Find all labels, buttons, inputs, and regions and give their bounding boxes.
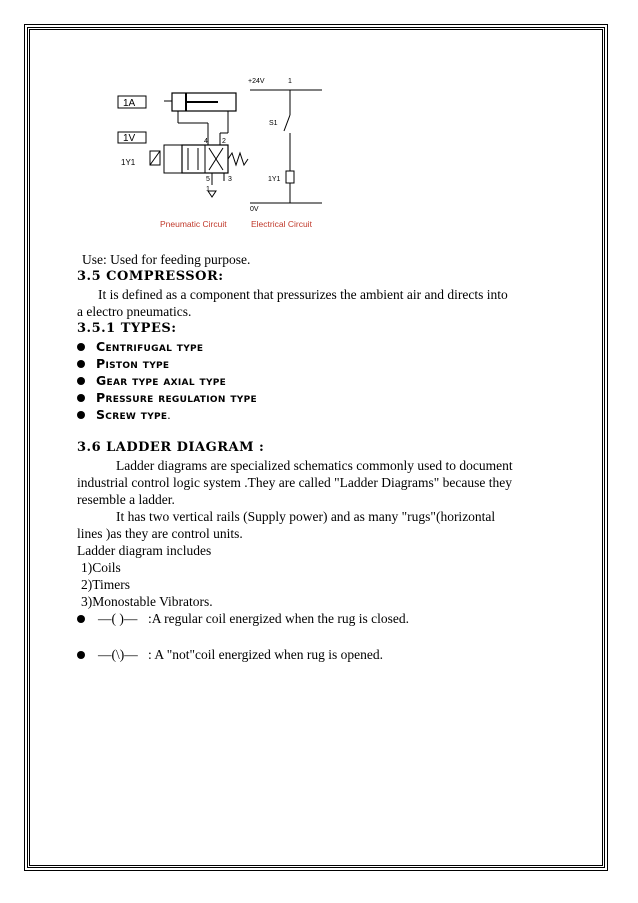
type-label: Pressure regulation type [96, 390, 257, 405]
label-1a: 1A [123, 98, 136, 109]
bullet-icon [77, 343, 85, 351]
heading-ladder-diagram: 3.6 LADDER DIAGRAM : [77, 440, 265, 455]
heading-compressor: 3.5 COMPRESSOR: [77, 269, 224, 284]
svg-text:0V: 0V [250, 206, 259, 213]
svg-text:+24V: +24V [248, 78, 265, 85]
svg-text:2: 2 [222, 138, 226, 145]
not-coil-symbol: —(\)— [98, 647, 138, 662]
type-label: Centrifugal type [96, 339, 204, 354]
ladder-paragraph-line1: Ladder diagrams are specialized schematics commonly used to document [116, 458, 513, 473]
type-label: Piston type [96, 356, 170, 371]
type-label: Screw type. [96, 407, 171, 422]
bullet-icon [77, 411, 85, 419]
ladder-paragraph2-line2: lines )as they are control units. [77, 526, 243, 541]
bullet-icon [77, 651, 85, 659]
compressor-paragraph-line1: It is defined as a component that pressurizes the ambient air and directs into [98, 287, 508, 302]
compressor-paragraph-line2: a electro pneumatics. [77, 304, 192, 319]
bullet-icon [77, 360, 85, 368]
include-item: 2)Timers [81, 577, 131, 592]
list-item [73, 647, 573, 663]
ladder-paragraph-line3: resemble a ladder. [77, 492, 175, 507]
caption-pneumatic: Pneumatic Circuit [160, 219, 227, 229]
use-line: Use: Used for feeding purpose. [82, 252, 251, 267]
svg-text:1: 1 [288, 78, 292, 85]
includes-line: Ladder diagram includes [77, 543, 212, 558]
caption-electrical: Electrical Circuit [251, 219, 312, 229]
svg-text:S1: S1 [269, 120, 278, 127]
not-coil-text: : A "not"coil energized when rug is opened. [148, 647, 383, 662]
svg-text:1Y1: 1Y1 [268, 176, 281, 183]
svg-text:5: 5 [206, 176, 210, 183]
regular-coil-text: :A regular coil energized when the rug is closed. [148, 611, 410, 626]
bullet-icon [77, 377, 85, 385]
circuit-figure [108, 73, 324, 236]
svg-text:1: 1 [206, 186, 210, 193]
include-item: 3)Monostable Vibrators. [81, 594, 213, 609]
ladder-paragraph-line2: industrial control logic system .They are called "Ladder Diagrams" because they [77, 475, 512, 490]
type-label: Gear type axial type [96, 373, 227, 388]
ladder-paragraph2-line1: It has two vertical rails (Supply power) and as many "rugs"(horizontal [116, 509, 496, 524]
regular-coil-symbol: —( )— [98, 611, 138, 626]
bullet-icon [77, 394, 85, 402]
svg-text:4: 4 [204, 138, 208, 145]
heading-types: 3.5.1 TYPES: [77, 321, 177, 336]
svg-text:3: 3 [228, 176, 232, 183]
bullet-icon [77, 615, 85, 623]
list-item [73, 611, 573, 627]
include-item: 1)Coils [81, 560, 121, 575]
label-1v: 1V [123, 133, 136, 144]
label-1y1-left: 1Y1 [121, 158, 136, 167]
